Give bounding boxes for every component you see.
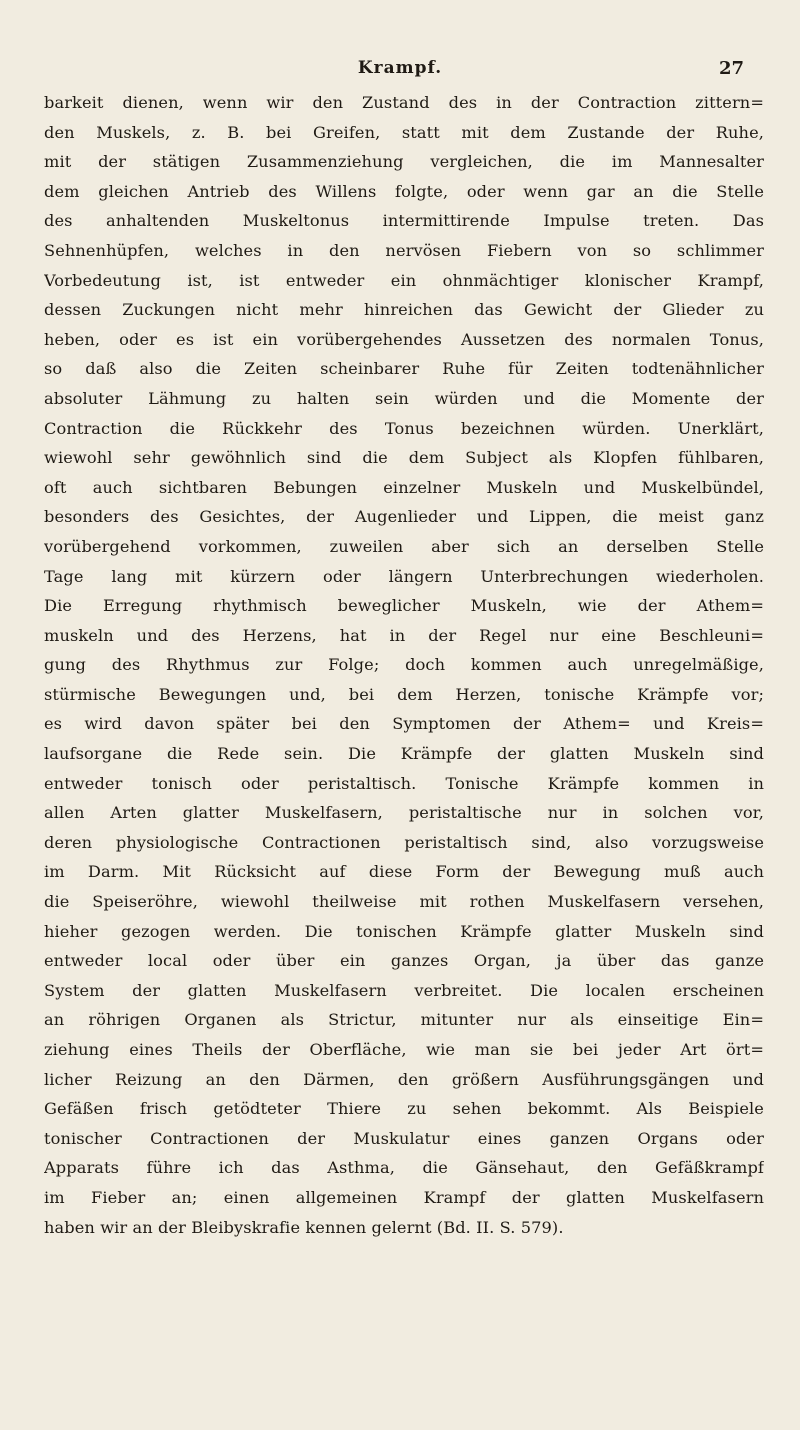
text-line: Tage lang mit kürzern oder längern Unterbrechungen wiederholen.: [44, 566, 764, 586]
text-line: laufsorgane die Rede sein. Die Krämpfe der glatten Muskeln sind: [44, 744, 764, 764]
text-line: System der glatten Muskelfasern verbreitet. Die localen erscheinen: [44, 980, 764, 1000]
text-line: den Muskels, z. B. bei Greifen, statt mit dem Zustande der Ruhe,: [44, 122, 764, 142]
text-line: allen Arten glatter Muskelfasern, peristaltische nur in solchen vor,: [44, 803, 764, 823]
page-number: 27: [718, 58, 744, 79]
text-line: muskeln und des Herzens, hat in der Regel nur eine Beschleuni=: [44, 625, 764, 645]
text-line: licher Reizung an den Därmen, den größern Ausführungsgängen und: [44, 1069, 764, 1089]
text-line: Contraction die Rückkehr des Tonus bezeichnen würden. Unerklärt,: [44, 418, 764, 438]
body-text: [44, 88, 764, 1242]
text-line: ziehung eines Theils der Oberfläche, wie man sie bei jeder Art ört=: [44, 1040, 764, 1059]
text-line: entweder tonisch oder peristaltisch. Tonische Krämpfe kommen in: [44, 773, 764, 793]
text-line: heben, oder es ist ein vorübergehendes Aussetzen des normalen Tonus,: [44, 329, 764, 349]
text-line: wiewohl sehr gewöhnlich sind die dem Subject als Klopfen fühlbaren,: [44, 448, 764, 468]
text-line: des anhaltenden Muskeltonus intermittirende Impulse treten. Das: [44, 211, 764, 231]
text-line: entweder local oder über ein ganzes Organ, ja über das ganze: [44, 951, 764, 971]
text-line: oft auch sichtbaren Bebungen einzelner Muskeln und Muskelbündel,: [44, 477, 764, 497]
text-line: so daß also die Zeiten scheinbarer Ruhe für Zeiten todtenähnlicher: [44, 359, 764, 379]
text-line: gung des Rhythmus zur Folge; doch kommen auch unregelmäßige,: [44, 655, 764, 675]
text-line: deren physiologische Contractionen peristaltisch sind, also vorzugsweise: [44, 832, 764, 852]
text-line: dessen Zuckungen nicht mehr hinreichen das Gewicht der Glieder zu: [44, 300, 764, 320]
text-line: Apparats führe ich das Asthma, die Gänsehaut, den Gefäßkrampf: [44, 1158, 764, 1178]
text-line: hieher gezogen werden. Die tonischen Krämpfe glatter Muskeln sind: [44, 921, 764, 941]
text-line: mit der stätigen Zusammenziehung vergleichen, die im Mannesalter: [44, 152, 764, 172]
text-line: an röhrigen Organen als Strictur, mitunter nur als einseitige Ein=: [44, 1010, 764, 1030]
text-line: Sehnenhüpfen, welches in den nervösen Fiebern von so schlimmer: [44, 240, 764, 260]
text-line: stürmische Bewegungen und, bei dem Herzen, tonische Krämpfe vor;: [44, 684, 764, 704]
text-line: haben wir an der Bleibyskrafie kennen gelernt (Bd. II. S. 579).: [44, 1217, 564, 1237]
text-line: im Fieber an; einen allgemeinen Krampf der glatten Muskelfasern: [44, 1187, 764, 1207]
text-line: Vorbedeutung ist, ist entweder ein ohnmächtiger klonischer Krampf,: [44, 270, 764, 290]
text-line: tonischer Contractionen der Muskulatur eines ganzen Organs oder: [44, 1128, 764, 1148]
text-line: dem gleichen Antrieb des Willens folgte, oder wenn gar an die Stelle: [44, 181, 764, 201]
text-line: barkeit dienen, wenn wir den Zustand des in der Contraction zittern=: [44, 93, 764, 112]
text-line: vorübergehend vorkommen, zuweilen aber sich an derselben Stelle: [44, 536, 764, 556]
running-head: [52, 58, 748, 88]
text-line: die Speiseröhre, wiewohl theilweise mit rothen Muskelfasern versehen,: [44, 892, 764, 912]
running-title: Krampf.: [357, 58, 443, 78]
text-line: im Darm. Mit Rücksicht auf diese Form der Bewegung muß auch: [44, 862, 764, 882]
text-line: absoluter Lähmung zu halten sein würden und die Momente der: [44, 388, 764, 408]
text-line: besonders des Gesichtes, der Augenlieder und Lippen, die meist ganz: [44, 507, 764, 527]
text-line: es wird davon später bei den Symptomen der Athem= und Kreis=: [44, 714, 764, 734]
text-line: Die Erregung rhythmisch beweglicher Muskeln, wie der Athem=: [44, 596, 764, 616]
text-line: Gefäßen frisch getödteter Thiere zu sehen bekommt. Als Beispiele: [44, 1099, 764, 1119]
